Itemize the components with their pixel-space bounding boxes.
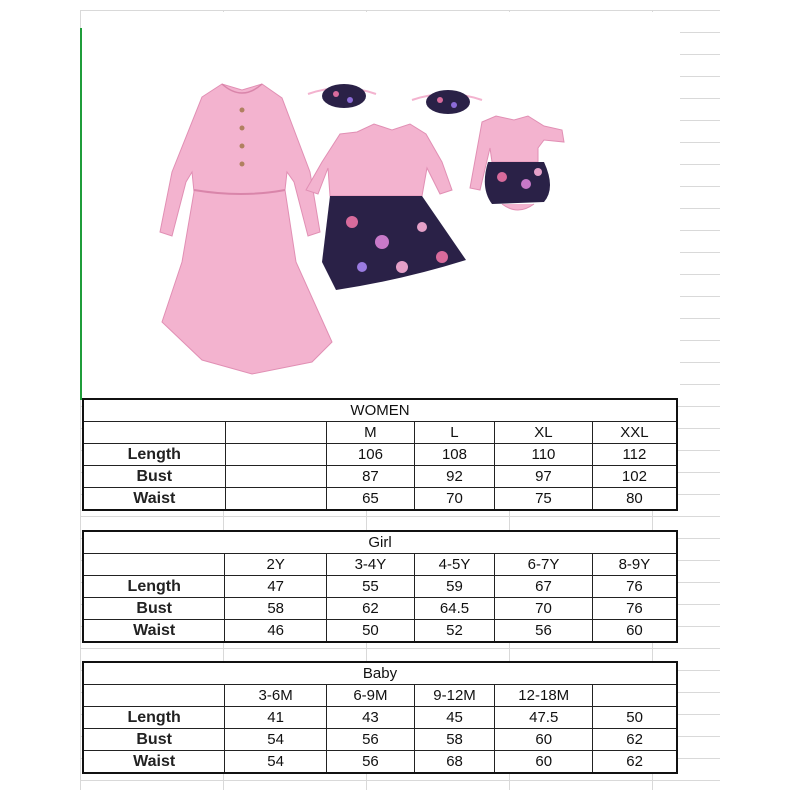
value-cell: 46 <box>225 620 327 643</box>
value-cell: 110 <box>495 444 593 466</box>
value-cell: 58 <box>414 729 494 751</box>
baby-table-title: Baby <box>83 662 677 685</box>
value-cell: 108 <box>414 444 494 466</box>
mask-image-2 <box>412 90 482 114</box>
value-cell: 62 <box>326 598 414 620</box>
header-cell: 2Y <box>225 554 327 576</box>
value-cell <box>225 488 326 511</box>
value-cell: 45 <box>414 707 494 729</box>
row-label: Length <box>83 444 225 466</box>
row-label: Waist <box>83 620 225 643</box>
value-cell: 59 <box>414 576 494 598</box>
table-row <box>83 598 677 620</box>
header-cell <box>225 422 326 444</box>
header-cell: XXL <box>592 422 677 444</box>
value-cell: 47 <box>225 576 327 598</box>
value-cell: 76 <box>592 598 677 620</box>
women-size-table <box>82 398 678 511</box>
header-cell: 4-5Y <box>414 554 494 576</box>
value-cell: 106 <box>326 444 414 466</box>
value-cell: 62 <box>593 729 677 751</box>
value-cell: 97 <box>495 466 593 488</box>
header-cell: 6-7Y <box>495 554 593 576</box>
value-cell: 58 <box>225 598 327 620</box>
girl-table-title: Girl <box>83 531 677 554</box>
table-row <box>83 751 677 774</box>
header-cell: 8-9Y <box>592 554 677 576</box>
header-cell: M <box>326 422 414 444</box>
row-label: Length <box>83 707 225 729</box>
value-cell: 64.5 <box>414 598 494 620</box>
value-cell: 56 <box>495 620 593 643</box>
value-cell: 56 <box>326 751 414 774</box>
value-cell: 50 <box>593 707 677 729</box>
value-cell: 87 <box>326 466 414 488</box>
value-cell: 60 <box>592 620 677 643</box>
value-cell <box>225 444 326 466</box>
value-cell: 50 <box>326 620 414 643</box>
value-cell: 102 <box>592 466 677 488</box>
value-cell: 112 <box>592 444 677 466</box>
product-photo <box>82 12 680 400</box>
value-cell <box>225 466 326 488</box>
row-label: Length <box>83 576 225 598</box>
value-cell: 56 <box>326 729 414 751</box>
header-cell <box>83 422 225 444</box>
mask-image-1 <box>308 84 376 108</box>
row-label: Waist <box>83 751 225 774</box>
girl-dress-image <box>306 124 466 290</box>
value-cell: 70 <box>495 598 593 620</box>
header-cell: 9-12M <box>414 685 494 707</box>
value-cell: 43 <box>326 707 414 729</box>
header-cell: 3-6M <box>225 685 327 707</box>
value-cell: 80 <box>592 488 677 511</box>
value-cell: 67 <box>495 576 593 598</box>
women-table-title: WOMEN <box>83 399 677 422</box>
row-label: Bust <box>83 466 225 488</box>
header-cell <box>593 685 677 707</box>
row-label: Bust <box>83 729 225 751</box>
value-cell: 60 <box>495 729 593 751</box>
value-cell: 76 <box>592 576 677 598</box>
table-row <box>83 620 677 643</box>
header-cell: XL <box>495 422 593 444</box>
value-cell: 75 <box>495 488 593 511</box>
value-cell: 55 <box>326 576 414 598</box>
value-cell: 65 <box>326 488 414 511</box>
table-row <box>83 488 677 511</box>
baby-size-table <box>82 661 678 774</box>
header-cell: 12-18M <box>495 685 593 707</box>
table-row <box>83 576 677 598</box>
baby-romper-image <box>470 116 564 210</box>
women-dress-image <box>160 84 332 374</box>
header-cell: 3-4Y <box>326 554 414 576</box>
header-cell <box>83 554 225 576</box>
table-row <box>83 466 677 488</box>
row-label: Bust <box>83 598 225 620</box>
row-label: Waist <box>83 488 225 511</box>
value-cell: 54 <box>225 729 327 751</box>
table-row <box>83 444 677 466</box>
value-cell: 52 <box>414 620 494 643</box>
value-cell: 70 <box>414 488 494 511</box>
value-cell: 47.5 <box>495 707 593 729</box>
value-cell: 62 <box>593 751 677 774</box>
header-cell: L <box>414 422 494 444</box>
girl-size-table <box>82 530 678 643</box>
header-cell <box>83 685 225 707</box>
value-cell: 92 <box>414 466 494 488</box>
value-cell: 41 <box>225 707 327 729</box>
value-cell: 68 <box>414 751 494 774</box>
table-row <box>83 729 677 751</box>
table-row <box>83 707 677 729</box>
header-cell: 6-9M <box>326 685 414 707</box>
value-cell: 60 <box>495 751 593 774</box>
value-cell: 54 <box>225 751 327 774</box>
